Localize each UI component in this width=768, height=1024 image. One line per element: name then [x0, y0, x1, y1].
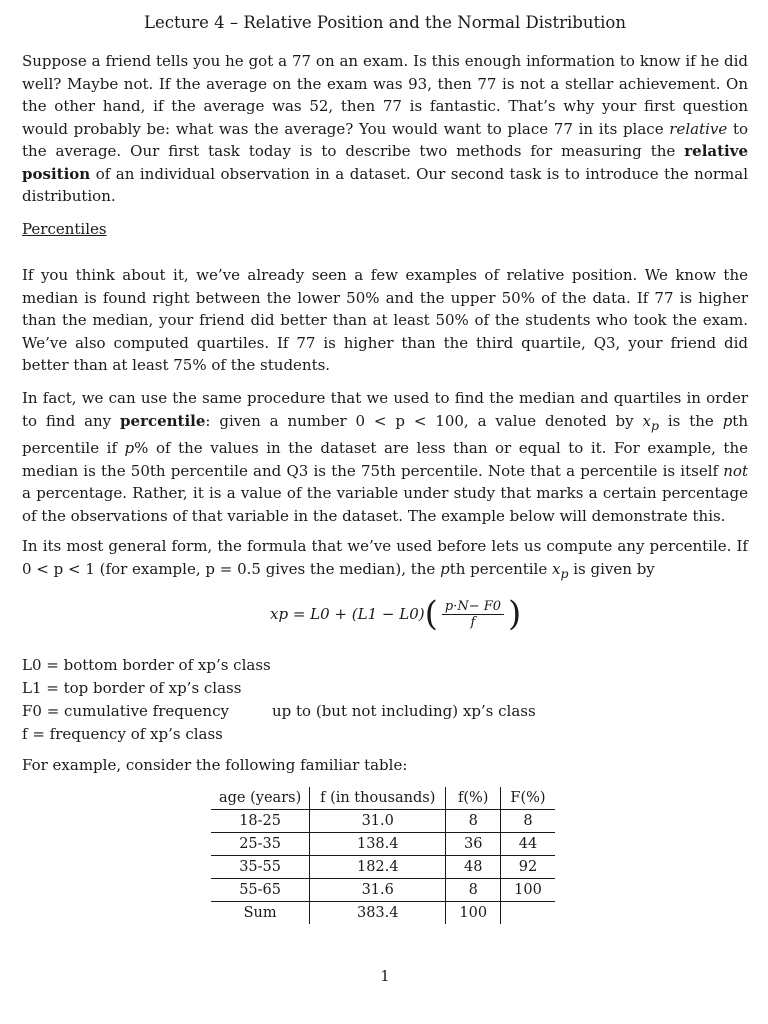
- percentile-formula: [270, 594, 522, 634]
- table-cell: [501, 902, 555, 925]
- table-row: [211, 810, 555, 833]
- table-cell: 100: [446, 902, 501, 925]
- table-cell: 100: [501, 879, 555, 902]
- formula-fraction: [442, 599, 504, 630]
- table-row: [211, 856, 555, 879]
- table-cell: 31.0: [310, 810, 446, 833]
- table-row: [211, 879, 555, 902]
- table-cell: 36: [446, 833, 501, 856]
- table-cell: 138.4: [310, 833, 446, 856]
- percentile-term-bold: percentile: [120, 411, 206, 430]
- section-heading-percentiles: Percentiles: [22, 220, 107, 238]
- formula-lhs: xp = L0 + (L1 − L0): [270, 605, 425, 623]
- p2-text-1: In fact, we can use the same procedure that we used to find the median and quartiles in order to find any: [22, 389, 748, 430]
- table-header-cell: f (in thousands): [310, 787, 446, 810]
- definition-extra: up to (but not including) xp’s class: [272, 702, 536, 720]
- p2-text-3: is the: [659, 411, 723, 430]
- page-number: 1: [380, 967, 390, 985]
- definition-row: [22, 677, 271, 700]
- table-cell: 8: [501, 810, 555, 833]
- table-header-cell: f(%): [446, 787, 501, 810]
- p2-xp-symbol: x: [642, 411, 651, 430]
- p2-p-symbol: p: [722, 411, 733, 430]
- table-cell: 182.4: [310, 856, 446, 879]
- table-cell: 55-65: [211, 879, 310, 902]
- formula-close-paren: ): [508, 594, 522, 634]
- table-header-cell: F(%): [501, 787, 555, 810]
- table-cell: 8: [446, 879, 501, 902]
- formula-denominator: f: [470, 614, 476, 630]
- table-cell: 48: [446, 856, 501, 879]
- table-cell: 18-25: [211, 810, 310, 833]
- p2-text-5: % of the values in the dataset are less than or equal to it. For example, the median is the 50th percentile and Q3 is the 75th percentile. Note that a percentile is itself: [22, 439, 748, 480]
- p2-text-4: th percentile if: [22, 411, 748, 457]
- example-intro: For example, consider the following familiar table:: [22, 756, 408, 774]
- p3-text-2: (for example, p = 0.5 gives the median), the: [99, 559, 441, 578]
- definition-row: [22, 723, 271, 746]
- p3-p-symbol: p: [440, 559, 450, 578]
- definition-text: F0 = cumulative frequency: [22, 702, 229, 720]
- table-cell: Sum: [211, 902, 310, 925]
- page-title: Lecture 4 – Relative Position and the Normal Distribution: [144, 13, 626, 32]
- p3-xp-subscript: p: [560, 565, 569, 581]
- table-cell: 31.6: [310, 879, 446, 902]
- p3-xp-symbol: x: [552, 559, 561, 578]
- definition-row: [22, 700, 536, 723]
- definition-text: L0 = bottom border of xp’s class: [22, 656, 271, 674]
- p2-text-2: : given a number 0 < p < 100, a value denoted by: [205, 411, 643, 430]
- p2-not-emphasis: not: [723, 461, 748, 480]
- table-cell: 383.4: [310, 902, 446, 925]
- table-row: [211, 833, 555, 856]
- intro-paragraph: [22, 50, 748, 208]
- intro-relative-emphasis: relative: [669, 119, 728, 138]
- intro-text-3: of an individual observation in a dataset. Our second task is to introduce the normal distribution.: [22, 164, 748, 205]
- table-cell: 25-35: [211, 833, 310, 856]
- table-cell: 44: [501, 833, 555, 856]
- intro-text-1: Suppose a friend tells you he got a 77 on an exam. Is this enough information to know if he did well? Maybe not. If the average on the exam was 93, then 77 is not a stellar achievement. On the other hand, if the average was 52, then 77 is fantastic. That’s why your first question would probably be: what was the average? You would want to place 77 in its place: [22, 52, 748, 138]
- frequency-table: [211, 787, 555, 924]
- formula-definitions: [22, 654, 536, 746]
- p3-text-1: In its most general form, the formula that we’ve used before lets us compute any percentile. If 0 < p < 1: [22, 537, 748, 578]
- p2-p-symbol-2: p: [124, 439, 135, 457]
- table-header-row: [211, 787, 555, 810]
- relative-position-paragraph: If you think about it, we’ve already seen a few examples of relative position. We know the median is found right between the lower 50% and the upper 50% of the data. If 77 is higher than the median, your friend did better than at least 50% of the students who took the exam. We’ve also computed quartiles. If 77 is higher than the third quartile, Q3, your friend did better than at least 75% of the students.: [22, 266, 748, 374]
- p3-text-3: th percentile: [449, 559, 552, 578]
- p2-xp-subscript: p: [650, 417, 659, 433]
- table-cell: 35-55: [211, 856, 310, 879]
- formula-open-paren: (: [424, 594, 438, 634]
- table-sum-row: [211, 902, 555, 925]
- definition-text: f = frequency of xp’s class: [22, 725, 223, 743]
- formula-intro-paragraph: [22, 535, 748, 585]
- intro-text-2: to the average. Our first task today is to describe two methods for measuring the: [22, 119, 749, 160]
- intro-relative-position-bold: relative position: [22, 142, 748, 183]
- definition-text: L1 = top border of xp’s class: [22, 679, 242, 697]
- table-header-cell: age (years): [211, 787, 310, 810]
- formula-numerator: p·N− F0: [442, 599, 504, 615]
- p3-text-4: is given by: [568, 559, 655, 578]
- p2-text-6: a percentage. Rather, it is a value of the variable under study that marks a certain percentage of the observations of that variable in the dataset. The example below will demonstrate this.: [22, 484, 748, 525]
- definition-row: [22, 654, 271, 677]
- table-cell: 92: [501, 856, 555, 879]
- table-cell: 8: [446, 810, 501, 833]
- percentile-definition-paragraph: [22, 387, 748, 527]
